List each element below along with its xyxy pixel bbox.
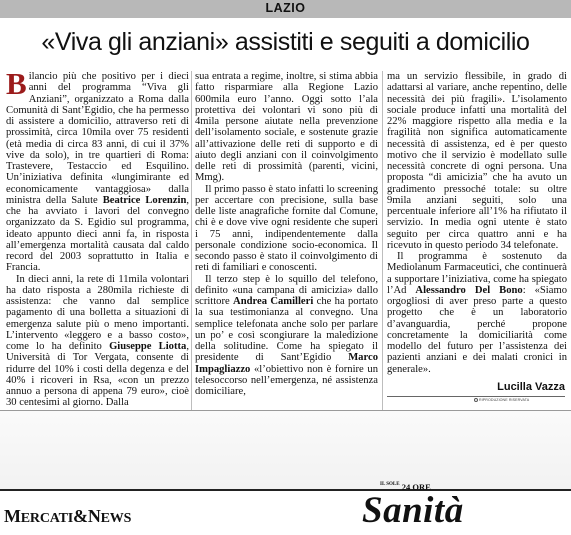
article-paragraph (387, 251, 567, 375)
paragraph-text: ilancio più che positivo per i dieci anni del programma “Viva gli Anziani”, organizzato a Roma dalla Comunità di Sant’Egidio, che ha permesso di assistere a domicilio, attraverso reti di prossimità, circa 10mila over 75 residenti (età media di circa 83 anni, di cui il 37% vive da solo), in tre quartieri di Roma: Trastevere, Testaccio ed Esquilino. Un’iniziativa definita «lungimirante ed economicamente vantaggiosa» dalla ministra della Salute (6, 71, 189, 206)
article-paragraph (387, 71, 567, 251)
paragraph-text: Il primo passo è stato infatti lo screening per accertare con precisione, sulla base delle liste anagrafiche fornite dal Comune, chi è e dove vive ogni residente che superi i 75 anni, indipendentemente dalla personale condizione socio-economica. Il secondo passo è stato il coinvolgimento di reti di familiari e conoscenti. (195, 183, 378, 274)
section-label: LAZIO (265, 1, 306, 15)
person-name: Beatrice Lorenzin (102, 194, 187, 206)
article-column-1 (6, 66, 189, 409)
article-paragraph (195, 184, 378, 274)
article-paragraph (195, 71, 378, 184)
footer-ampersand: & (73, 506, 88, 526)
person-name: Marco Impagliazzo (195, 352, 378, 375)
reproduction-text: RIPRODUZIONE RISERVATA (479, 398, 530, 402)
drop-cap: B (6, 66, 27, 101)
author-rule (387, 396, 565, 397)
person-name: Andrea Camilleri (233, 296, 314, 307)
footer-bar (0, 489, 571, 491)
footer-cap-n: N (87, 506, 101, 526)
paragraph-text: Il programma è sostenuto da Mediolanum Farmaceutici, che continuerà a supportare l’iniziativa, come ha spiegato l’Ad (387, 251, 567, 296)
author-signature: Lucilla Vazza (497, 381, 565, 393)
paragraph-text: , che ha avviato i lavori del convegno organizzato da S. Egidio sul programma, ideato appunto dieci anni fa, in risposta all’emergenza mortalità causata dal caldo record del 2003 soprattutto in Italia e Francia. (6, 194, 189, 274)
paragraph-text: : «Siamo orgogliosi di aver preso parte a questo progetto che è un laboratorio d’avanguardia, perché propone concretamente la domiciliarità come modello del futuro per l’assistenza dei pazienti anziani e dei malati cronici in generale». (387, 284, 567, 375)
paragraph-text: Il terzo step è lo squillo del telefono, definito «una campana di amicizia» dallo scrittore (195, 273, 378, 307)
copyright-icon (474, 398, 478, 402)
paragraph-text: sua entrata a regime, inoltre, si stima abbia fatto risparmiare alla Regione Lazio 600mila euro l’anno. Oggi sotto l’ala protettiva dei volontari vi sono più di 4mila persone aiutate nella prevenzione dell’isolamento sociale, e sostenute grazie all’attivazione delle reti di supporto e di aiuto degli anziani con il coinvolgimento delle reti di prossimità (parenti, vicini, Mmg). (195, 71, 378, 184)
article-paragraph (195, 274, 378, 398)
article-paragraph (6, 66, 189, 274)
article-column-3 (387, 71, 567, 375)
article-headline: «Viva gli anziani» assistiti e seguiti a domicilio (41, 28, 530, 56)
paragraph-text: ma un servizio flessibile, in grado di adattarsi al variare, anche repentino, delle necessità dei più fragili». L’isolamento sociale produce infatti una mortalità del 22% maggiore rispetto alla media e la fragilità non significa automaticamente necessità di assistenza, ed è per questo motivo che il servizio è modellato sulle necessità concrete di ogni persona. Una proposta “di amicizia” che ha avuto un gradimento pressoché totale: su oltre 9mila anziani seguiti, solo una percentuale inferiore all’1% ha rifiutato il servizio. In media ogni utente è stato seguito per circa quattro anni e ha ricevuto in questo periodo 34 telefonate. (387, 71, 567, 251)
publisher-prefix: IL SOLE (380, 482, 400, 487)
paragraph-text: In dieci anni, la rete di 11mila volontari ha dato risposta a 280mila richieste di assistenza: che vanno dal semplice pagamento di una bolletta a situazioni di emergenza salute più o meno importanti. L’intervento «leggero e a basso costo», come lo ha definito (6, 273, 189, 352)
footer-section-title (4, 506, 131, 527)
article-paragraph (6, 274, 189, 409)
paragraph-text: «l’obiettivo non è fornire un telesoccorso nell’emergenza, né assistenza domiciliare, (195, 363, 378, 397)
footer-cap-m: M (4, 506, 21, 526)
column-divider (191, 71, 192, 411)
column-divider (382, 71, 383, 411)
publication-logo: Sanità (362, 490, 464, 531)
article-column-2 (195, 71, 378, 397)
person-name: Alessandro Del Bono (415, 284, 523, 296)
footer-small-ercati: ERCATI (20, 511, 74, 526)
page-gap (0, 411, 571, 489)
person-name: Giuseppe Liotta (109, 341, 187, 352)
publisher-name: 24 ORE (401, 482, 431, 492)
paragraph-text: , Università di Tor Vergata, consente di ridurre del 10% i costi della degenza e del 40% i ricoveri in Rsa, «con un prezzo annuo a persona di appena 79 euro», cioè 30 centesimi al giorno. Dalla (6, 341, 189, 409)
section-bar (0, 0, 571, 18)
footer-small-ews: EWS (100, 511, 132, 526)
reproduction-notice (474, 398, 529, 402)
paragraph-text: che ha portato la sua testimonianza al convegno. Una semplice telefonata anche solo per parlare un po’ e così scongiurare la maledizione della solitudine. Come ha spiegato il presidente di Sant’Egidio (195, 296, 378, 364)
